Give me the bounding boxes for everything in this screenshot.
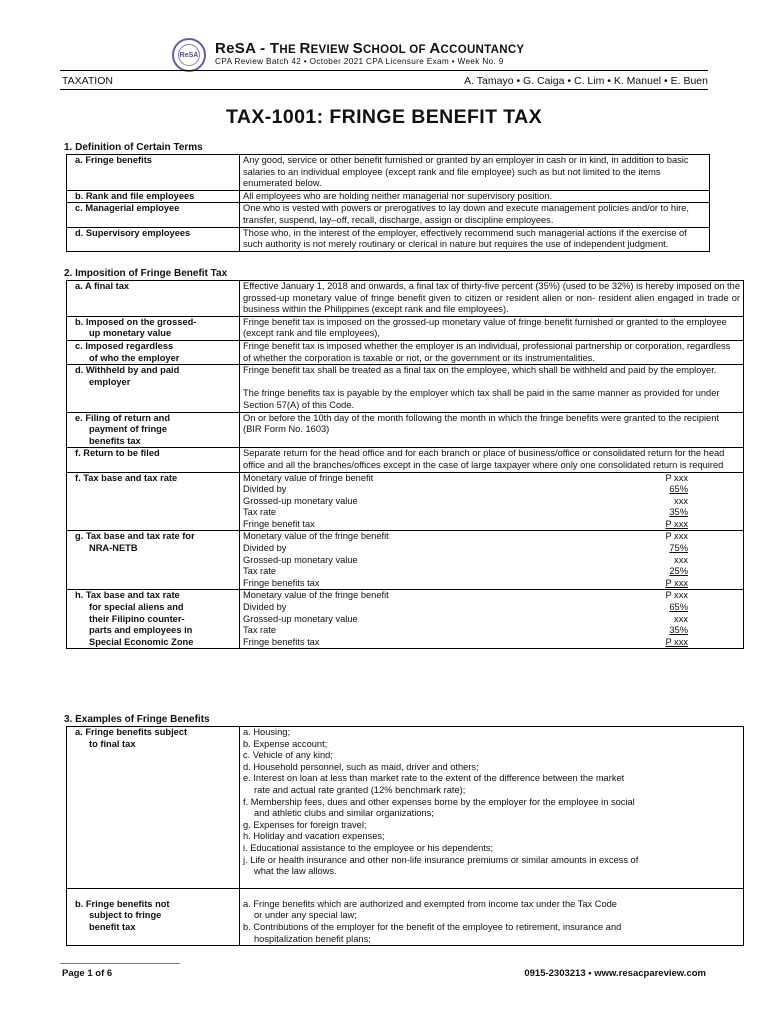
header-rule: [60, 70, 708, 71]
term-cell: [67, 412, 240, 448]
term-line: g. Tax base and tax rate for: [75, 531, 195, 542]
list-item: j. Life or health insurance and other non-life insurance premiums or similar amounts in excess of: [243, 854, 639, 865]
brand-word-rest: CCOUNTANCY: [440, 44, 525, 56]
term-cell: f. Return to be filed: [67, 448, 240, 472]
list-cell: [240, 727, 744, 889]
table-row: [67, 155, 710, 191]
section-3-heading: 3. Examples of Fringe Benefits: [64, 714, 210, 725]
list-item: b. Contributions of the employer for the benefit of the employee to retirement, insurance and: [243, 921, 622, 932]
term-cell: [67, 531, 240, 590]
computation-cell: [240, 472, 744, 531]
table-row: [67, 472, 744, 531]
definition-cell: Any good, service or other benefit furnished or granted by an employer in cash or in kind, in addition to basic salaries to an individual employee (except rank and file employee) such as but not limited to the items enumerated below.: [240, 155, 710, 191]
list-cell: [240, 888, 744, 945]
brand-word-rest: CHOOL OF: [362, 44, 430, 56]
computation-label: Grossed-up monetary value: [243, 495, 358, 506]
list-item: e. Interest on loan at less than market rate to the extent of the difference between the market: [243, 773, 625, 784]
table-row: [67, 340, 744, 364]
resa-logo: [172, 38, 206, 72]
brand-word-cap: R: [299, 40, 311, 57]
term-cell: [67, 888, 240, 945]
list-item: rate and actual rate granted (12% benchmark rate);: [254, 784, 466, 795]
term-line: parts and employees in: [89, 625, 193, 636]
computation-label: Fringe benefit tax: [243, 518, 315, 529]
computation-label: Tax rate: [243, 625, 277, 636]
brand-word-rest: EVIEW: [310, 44, 353, 56]
list-item: b. Expense account;: [243, 738, 328, 749]
computation-value: 65%: [669, 602, 688, 613]
term-cell: b. Rank and file employees: [67, 190, 240, 203]
definition-cell: Fringe benefit tax is imposed on the grossed-up monetary value of fringe benefit furnished or granted to the employee (except rank and file employees),: [240, 316, 744, 340]
section-1-heading: 1. Definition of Certain Terms: [64, 142, 203, 153]
brand-subtitle: CPA Review Batch 42 • October 2021 CPA Licensure Exam • Week No. 9: [215, 57, 504, 66]
list-item: or under any special law;: [254, 910, 357, 921]
term-line: employer: [89, 376, 131, 387]
term-line: to final tax: [89, 738, 136, 749]
table-row: [67, 531, 744, 590]
list-item: and athletic clubs and similar organizations;: [254, 808, 434, 819]
term-line: subject to fringe: [89, 910, 162, 921]
table-row: [67, 316, 744, 340]
computation-label: Fringe benefits tax: [243, 577, 320, 588]
computation-value: xxx: [674, 613, 688, 624]
definition-cell: Separate return for the head office and for each branch or place of business/office or consolidated return for the head office and all the branches/offices except in the case of large taxpayer where only one consolidated return is required: [240, 448, 744, 472]
definition-cell: On or before the 10th day of the month following the month in which the fringe benefits were granted to the recipient (BIR Form No. 1603): [240, 412, 744, 448]
term-line: b. Fringe benefits not: [75, 898, 170, 909]
definition-cell: One who is vested with powers or prerogatives to lay down and execute management policies and/or to hire, transfer, suspend, lay–off, recall, discharge, assign or discipline employees.: [240, 203, 710, 227]
term-cell: f. Tax base and tax rate: [67, 472, 240, 531]
table-row: [67, 448, 744, 472]
computation-label: Grossed-up monetary value: [243, 554, 358, 565]
computation-value: 25%: [669, 566, 688, 577]
term-line: d. Withheld by and paid: [75, 365, 180, 376]
authors-label: A. Tamayo • G. Caiga • C. Lim • K. Manuel • E. Buen: [464, 75, 708, 87]
definition-cell: Fringe benefit tax is imposed whether the employer is an individual, professional partnership or corporation, regardless of whether the corporation is taxable or not, or the government or its instrumentalities.: [240, 340, 744, 364]
definitions-table: [66, 154, 710, 252]
brand-word-rest: HE: [279, 44, 300, 56]
table-row: [67, 190, 710, 203]
term-line: up monetary value: [89, 328, 172, 339]
definition-cell: All employees who are holding neither managerial nor supervisory position.: [240, 190, 710, 203]
brand-dash: -: [255, 40, 270, 57]
term-cell: [67, 316, 240, 340]
computation-label: Divided by: [243, 602, 287, 613]
computation-label: Monetary value of the fringe benefit: [243, 590, 389, 601]
term-line: e. Filing of return and: [75, 412, 171, 423]
definition-cell: [240, 365, 744, 412]
computation-value: P xxx: [665, 636, 688, 647]
brand-title: [215, 40, 524, 57]
computation-value: P xxx: [665, 518, 688, 529]
term-line: NRA-NETB: [89, 543, 138, 554]
computation-value: P xxx: [665, 472, 688, 483]
term-cell: [67, 727, 240, 889]
term-line: c. Imposed regardless: [75, 340, 174, 351]
computation-value: 65%: [669, 484, 688, 495]
computation-label: Tax rate: [243, 566, 277, 577]
list-item: c. Vehicle of any kind;: [243, 750, 333, 761]
brand-word-cap: A: [429, 40, 441, 57]
computation-value: xxx: [674, 554, 688, 565]
definition-cell: Those who, in the interest of the employer, effectively recommend such managerial actions if the exercise of such authority is not merely routinary or clerical in nature but requires the use of independent judgment.: [240, 227, 710, 251]
list-item: f. Membership fees, dues and other expenses borne by the employer for the employee in social: [243, 796, 635, 807]
brand-resa: ReSA: [215, 40, 256, 57]
page-number: Page 1 of 6: [62, 968, 113, 979]
computation-label: Grossed-up monetary value: [243, 613, 358, 624]
term-cell: c. Managerial employee: [67, 203, 240, 227]
list-item: h. Holiday and vacation expenses;: [243, 831, 385, 842]
list-item: a. Housing;: [243, 727, 291, 737]
computation-label: Monetary value of fringe benefit: [243, 472, 374, 483]
brand-word-cap: T: [269, 40, 280, 57]
imposition-table: [66, 280, 744, 649]
definition-cell: Effective January 1, 2018 and onwards, a final tax of thirty-five percent (35%) (used to be 32%) is hereby imposed on the grossed-up monetary value of fringe benefit given to citizen or resident alien or non- resident alien engaged in trade or business within the Philippines (except rank and file employees).: [240, 281, 744, 317]
term-line: payment of fringe: [89, 424, 167, 435]
header-rule-bottom: [60, 89, 708, 90]
logo-text: ReSA: [178, 44, 200, 66]
computation-cell: [240, 531, 744, 590]
term-cell: d. Supervisory employees: [67, 227, 240, 251]
term-line: for special aliens and: [89, 602, 184, 613]
computation-value: 35%: [669, 507, 688, 518]
list-item: hospitalization benefit plans;: [254, 933, 371, 944]
table-row: [67, 412, 744, 448]
computation-value: xxx: [674, 495, 688, 506]
examples-table: [66, 726, 744, 946]
term-cell: a. Fringe benefits: [67, 155, 240, 191]
computation-cell: [240, 590, 744, 649]
table-row: [67, 203, 710, 227]
term-line: benefits tax: [89, 435, 141, 446]
definition-paragraph: The fringe benefits tax is payable by the employer which tax shall be paid in the same manner as provided for under Section 57(A) of this Code.: [243, 388, 720, 410]
table-row: [67, 227, 710, 251]
list-item: d. Household personnel, such as maid, driver and others;: [243, 761, 479, 772]
computation-value: 75%: [669, 543, 688, 554]
computation-label: Divided by: [243, 543, 287, 554]
term-cell: [67, 340, 240, 364]
list-item: a. Fringe benefits which are authorized and exempted from income tax under the Tax Code: [243, 898, 617, 909]
term-line: Special Economic Zone: [89, 636, 194, 647]
computation-label: Divided by: [243, 484, 287, 495]
term-line: b. Imposed on the grossed-: [75, 316, 197, 327]
computation-label: Tax rate: [243, 507, 277, 518]
list-item: i. Educational assistance to the employee or his dependents;: [243, 842, 494, 853]
table-row: [67, 281, 744, 317]
subject-label: TAXATION: [62, 75, 113, 87]
table-row: [67, 888, 744, 945]
computation-value: P xxx: [665, 531, 688, 542]
table-row: [67, 590, 744, 649]
footer-contact: 0915-2303213 • www.resacpareview.com: [524, 968, 706, 979]
term-line: of who the employer: [89, 352, 180, 363]
term-cell: a. A final tax: [67, 281, 240, 317]
brand-word-cap: S: [352, 40, 363, 57]
term-line: h. Tax base and tax rate: [75, 590, 180, 601]
computation-label: Fringe benefits tax: [243, 636, 320, 647]
computation-value: 35%: [669, 625, 688, 636]
section-2-heading: 2. Imposition of Fringe Benefit Tax: [64, 268, 228, 279]
term-cell: [67, 365, 240, 412]
computation-label: Monetary value of the fringe benefit: [243, 531, 389, 542]
definition-paragraph: Fringe benefit tax shall be treated as a final tax on the employee, which shall be withheld and paid by the employer.: [243, 365, 717, 376]
document-title: TAX-1001: FRINGE BENEFIT TAX: [225, 106, 542, 128]
term-line: benefit tax: [89, 921, 136, 932]
term-line: their Filipino counter-: [89, 613, 185, 624]
table-row: [67, 727, 744, 889]
footer-rule: [60, 963, 180, 964]
table-row: [67, 365, 744, 412]
computation-value: P xxx: [665, 577, 688, 588]
computation-value: P xxx: [665, 590, 688, 601]
term-line: a. Fringe benefits subject: [75, 727, 188, 737]
list-item: what the law allows.: [254, 866, 337, 877]
term-cell: [67, 590, 240, 649]
list-item: g. Expenses for foreign travel;: [243, 819, 367, 830]
